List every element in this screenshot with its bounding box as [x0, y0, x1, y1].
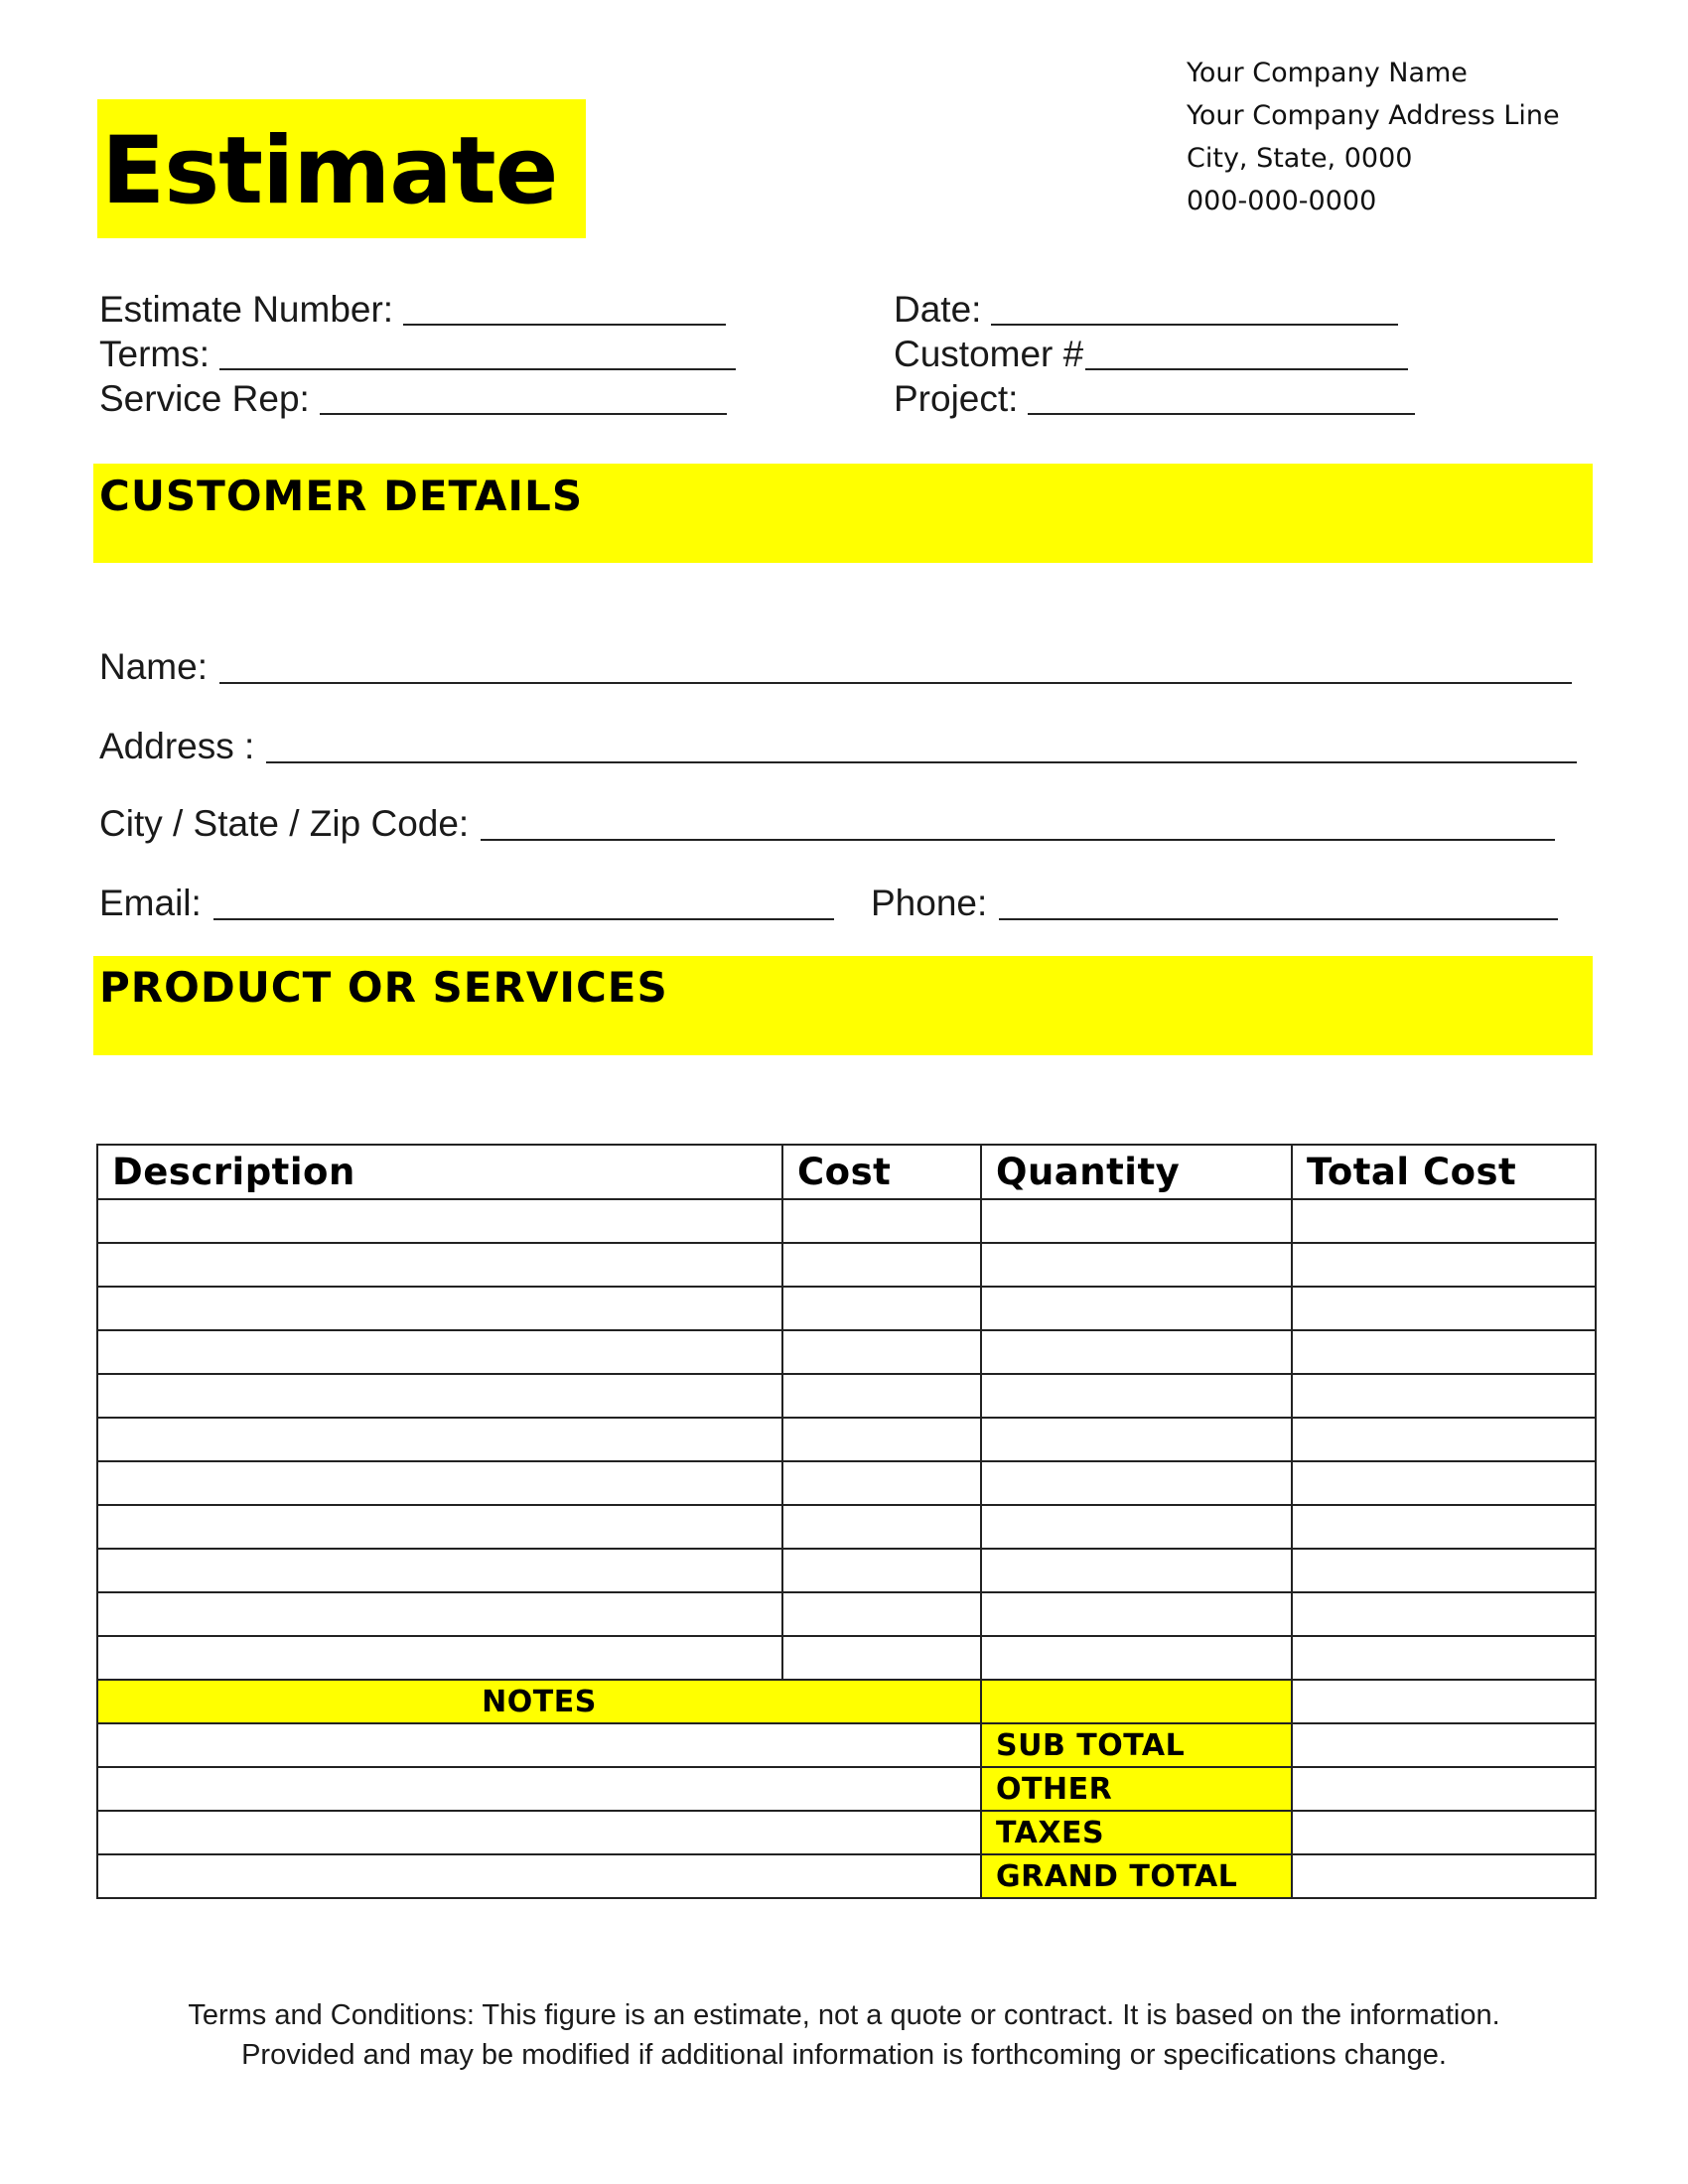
address-label: Address :	[99, 726, 255, 766]
quantity-cell[interactable]	[981, 1505, 1292, 1549]
quantity-cell[interactable]	[981, 1199, 1292, 1243]
total-cost-cell[interactable]	[1292, 1199, 1596, 1243]
description-cell[interactable]	[97, 1461, 782, 1505]
summary-label-blank	[981, 1680, 1292, 1723]
table-row	[97, 1287, 1596, 1330]
table-row	[97, 1636, 1596, 1680]
total-cost-cell[interactable]	[1292, 1505, 1596, 1549]
terms-label: Terms:	[99, 334, 210, 374]
cost-cell[interactable]	[782, 1287, 981, 1330]
cost-cell[interactable]	[782, 1330, 981, 1374]
phone-label: Phone:	[871, 883, 988, 923]
description-cell[interactable]	[97, 1418, 782, 1461]
terms-line-2: Provided and may be modified if additional information is forthcoming or specifications change.	[241, 2039, 1447, 2071]
date-row	[894, 286, 1398, 332]
table-row	[97, 1461, 1596, 1505]
date-label: Date:	[894, 289, 982, 330]
customer-number-field[interactable]	[1085, 368, 1408, 370]
email-field[interactable]	[213, 918, 834, 920]
total-cost-cell[interactable]	[1292, 1243, 1596, 1287]
grand-total-row	[97, 1854, 1596, 1898]
cost-cell[interactable]	[782, 1461, 981, 1505]
project-field[interactable]	[1028, 413, 1415, 415]
notes-label: NOTES	[97, 1680, 981, 1723]
address-row	[99, 718, 1577, 769]
items-table	[96, 1144, 1597, 1899]
total-cost-cell[interactable]	[1292, 1461, 1596, 1505]
table-row	[97, 1330, 1596, 1374]
sub-total-row	[97, 1723, 1596, 1767]
description-cell[interactable]	[97, 1330, 782, 1374]
table-row	[97, 1549, 1596, 1592]
total-cost-cell[interactable]	[1292, 1287, 1596, 1330]
terms-and-conditions	[0, 1995, 1688, 2075]
col-total-cost: Total Cost	[1292, 1145, 1596, 1199]
cost-cell[interactable]	[782, 1374, 981, 1418]
cost-cell[interactable]	[782, 1592, 981, 1636]
table-row	[97, 1592, 1596, 1636]
cost-cell[interactable]	[782, 1199, 981, 1243]
grand-total-label: GRAND TOTAL	[981, 1854, 1292, 1898]
service-rep-field[interactable]	[320, 413, 727, 415]
total-cost-cell[interactable]	[1292, 1636, 1596, 1680]
table-row	[97, 1418, 1596, 1461]
company-address: Your Company Address Line	[1187, 100, 1560, 131]
other-value[interactable]	[1292, 1767, 1596, 1811]
col-description: Description	[97, 1145, 782, 1199]
company-block	[1187, 52, 1560, 222]
description-cell[interactable]	[97, 1199, 782, 1243]
address-field[interactable]	[266, 761, 1577, 763]
table-row	[97, 1243, 1596, 1287]
description-cell[interactable]	[97, 1243, 782, 1287]
notes-line[interactable]	[97, 1854, 981, 1898]
sub-total-label: SUB TOTAL	[981, 1723, 1292, 1767]
products-title: PRODUCT OR SERVICES	[99, 963, 668, 1012]
sub-total-value[interactable]	[1292, 1723, 1596, 1767]
quantity-cell[interactable]	[981, 1287, 1292, 1330]
description-cell[interactable]	[97, 1505, 782, 1549]
date-field[interactable]	[991, 324, 1398, 326]
table-row	[97, 1505, 1596, 1549]
company-city: City, State, 0000	[1187, 143, 1413, 174]
email-row	[99, 875, 834, 926]
notes-line[interactable]	[97, 1767, 981, 1811]
phone-row	[871, 875, 1558, 926]
name-label: Name:	[99, 646, 208, 687]
quantity-cell[interactable]	[981, 1636, 1292, 1680]
col-quantity: Quantity	[981, 1145, 1292, 1199]
name-row	[99, 638, 1572, 690]
quantity-cell[interactable]	[981, 1243, 1292, 1287]
customer-number-row	[894, 331, 1408, 376]
total-cost-cell[interactable]	[1292, 1592, 1596, 1636]
service-rep-label: Service Rep:	[99, 378, 310, 419]
description-cell[interactable]	[97, 1374, 782, 1418]
city-label: City / State / Zip Code:	[99, 803, 470, 844]
project-row	[894, 375, 1415, 421]
cost-cell[interactable]	[782, 1505, 981, 1549]
col-cost: Cost	[782, 1145, 981, 1199]
cost-cell[interactable]	[782, 1243, 981, 1287]
other-label: OTHER	[981, 1767, 1292, 1811]
company-name: Your Company Name	[1187, 58, 1468, 88]
quantity-cell[interactable]	[981, 1592, 1292, 1636]
customer-details-title: CUSTOMER DETAILS	[99, 472, 584, 520]
service-rep-row	[99, 375, 727, 421]
email-label: Email:	[99, 883, 202, 923]
page-title: Estimate	[101, 117, 558, 225]
customer-number-label: Customer #	[894, 334, 1084, 374]
cost-cell[interactable]	[782, 1418, 981, 1461]
description-cell[interactable]	[97, 1549, 782, 1592]
project-label: Project:	[894, 378, 1019, 419]
cost-cell[interactable]	[782, 1549, 981, 1592]
quantity-cell[interactable]	[981, 1418, 1292, 1461]
notes-line[interactable]	[97, 1723, 981, 1767]
city-row	[99, 795, 1555, 847]
estimate-number-row	[99, 286, 726, 332]
other-row	[97, 1767, 1596, 1811]
total-cost-cell[interactable]	[1292, 1330, 1596, 1374]
quantity-cell[interactable]	[981, 1461, 1292, 1505]
total-cost-cell[interactable]	[1292, 1549, 1596, 1592]
description-cell[interactable]	[97, 1636, 782, 1680]
terms-field[interactable]	[219, 368, 736, 370]
city-field[interactable]	[481, 839, 1555, 841]
notes-line[interactable]	[97, 1811, 981, 1854]
total-cost-cell[interactable]	[1292, 1418, 1596, 1461]
taxes-row	[97, 1811, 1596, 1854]
estimate-number-field[interactable]	[403, 324, 726, 326]
table-header-row	[97, 1145, 1596, 1199]
taxes-label: TAXES	[981, 1811, 1292, 1854]
company-phone: 000-000-0000	[1187, 186, 1377, 216]
quantity-cell[interactable]	[981, 1374, 1292, 1418]
quantity-cell[interactable]	[981, 1549, 1292, 1592]
terms-row	[99, 331, 736, 376]
quantity-cell[interactable]	[981, 1330, 1292, 1374]
table-row	[97, 1374, 1596, 1418]
summary-value-blank[interactable]	[1292, 1680, 1596, 1723]
phone-field[interactable]	[999, 918, 1558, 920]
notes-header-row	[97, 1680, 1596, 1723]
estimate-number-label: Estimate Number:	[99, 289, 394, 330]
description-cell[interactable]	[97, 1287, 782, 1330]
cost-cell[interactable]	[782, 1636, 981, 1680]
description-cell[interactable]	[97, 1592, 782, 1636]
name-field[interactable]	[219, 682, 1572, 684]
table-row	[97, 1199, 1596, 1243]
terms-line-1: Terms and Conditions: This figure is an estimate, not a quote or contract. It is based on the information.	[188, 1999, 1500, 2031]
grand-total-value[interactable]	[1292, 1854, 1596, 1898]
total-cost-cell[interactable]	[1292, 1374, 1596, 1418]
taxes-value[interactable]	[1292, 1811, 1596, 1854]
